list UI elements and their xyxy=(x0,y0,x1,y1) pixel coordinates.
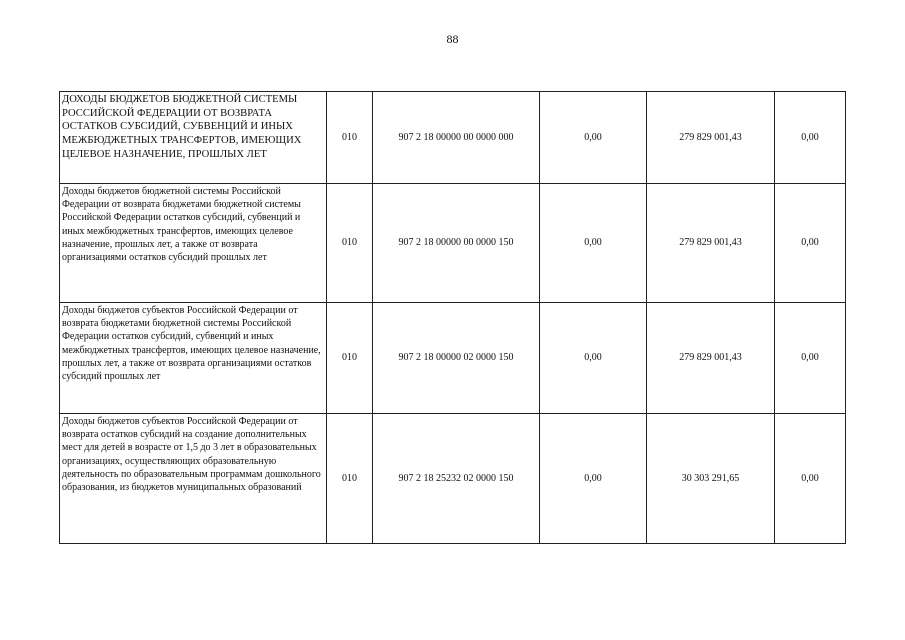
revenue-name-cell: ДОХОДЫ БЮДЖЕТОВ БЮДЖЕТНОЙ СИСТЕМЫ РОССИЙСКОЙ ФЕДЕРАЦИИ ОТ ВОЗВРАТА ОСТАТКОВ СУБСИДИЙ, СУБВЕНЦИЙ И ИНЫХ МЕЖБЮДЖЕТНЫХ ТРАНСФЕРТОВ, ИМЕЮЩИХ ЦЕЛЕВОЕ НАЗНАЧЕНИЕ, ПРОШЛЫХ ЛЕТ xyxy=(60,92,327,184)
value-2-cell: 279 829 001,43 xyxy=(647,184,775,303)
value-3-cell: 0,00 xyxy=(775,414,846,544)
table-row xyxy=(60,414,846,544)
revenue-name-cell: Доходы бюджетов субъектов Российской Федерации от возврата бюджетами бюджетной системы Российской Федерации остатков субсидий, субвенций и иных межбюджетных трансфертов, имеющих целевое назначение, прошлых лет, а также от возврата организациями остатков субсидий прошлых лет xyxy=(60,303,327,414)
value-3-cell: 0,00 xyxy=(775,92,846,184)
revenue-name-cell: Доходы бюджетов бюджетной системы Российской Федерации от возврата бюджетами бюджетной системы Российской Федерации остатков субсидий, субвенций и иных межбюджетных трансфертов, имеющих целевое назначение, прошлых лет, а также от возврата организациями остатков субсидий прошлых лет xyxy=(60,184,327,303)
value-1-cell: 0,00 xyxy=(540,303,647,414)
value-3-cell: 0,00 xyxy=(775,303,846,414)
value-1-cell: 0,00 xyxy=(540,184,647,303)
revenue-name-cell: Доходы бюджетов субъектов Российской Федерации от возврата остатков субсидий на создание дополнительных мест для детей в возрасте от 1,5 до 3 лет в образовательных организациях, осуществляющих образовательную деятельность по образовательным программам дошкольного образования, из бюджетов муниципальных образований xyxy=(60,414,327,544)
classification-code-cell: 907 2 18 25232 02 0000 150 xyxy=(373,414,540,544)
table-row xyxy=(60,92,846,184)
classification-code-cell: 907 2 18 00000 00 0000 150 xyxy=(373,184,540,303)
budget-revenue-table xyxy=(59,91,846,544)
value-1-cell: 0,00 xyxy=(540,414,647,544)
classification-code-cell: 907 2 18 00000 02 0000 150 xyxy=(373,303,540,414)
line-code-cell: 010 xyxy=(327,92,373,184)
page-number: 88 xyxy=(446,32,459,46)
value-1-cell: 0,00 xyxy=(540,92,647,184)
line-code-cell: 010 xyxy=(327,414,373,544)
line-code-cell: 010 xyxy=(327,184,373,303)
classification-code-cell: 907 2 18 00000 00 0000 000 xyxy=(373,92,540,184)
value-2-cell: 279 829 001,43 xyxy=(647,92,775,184)
line-code-cell: 010 xyxy=(327,303,373,414)
value-3-cell: 0,00 xyxy=(775,184,846,303)
table-row xyxy=(60,184,846,303)
value-2-cell: 30 303 291,65 xyxy=(647,414,775,544)
value-2-cell: 279 829 001,43 xyxy=(647,303,775,414)
table-row xyxy=(60,303,846,414)
